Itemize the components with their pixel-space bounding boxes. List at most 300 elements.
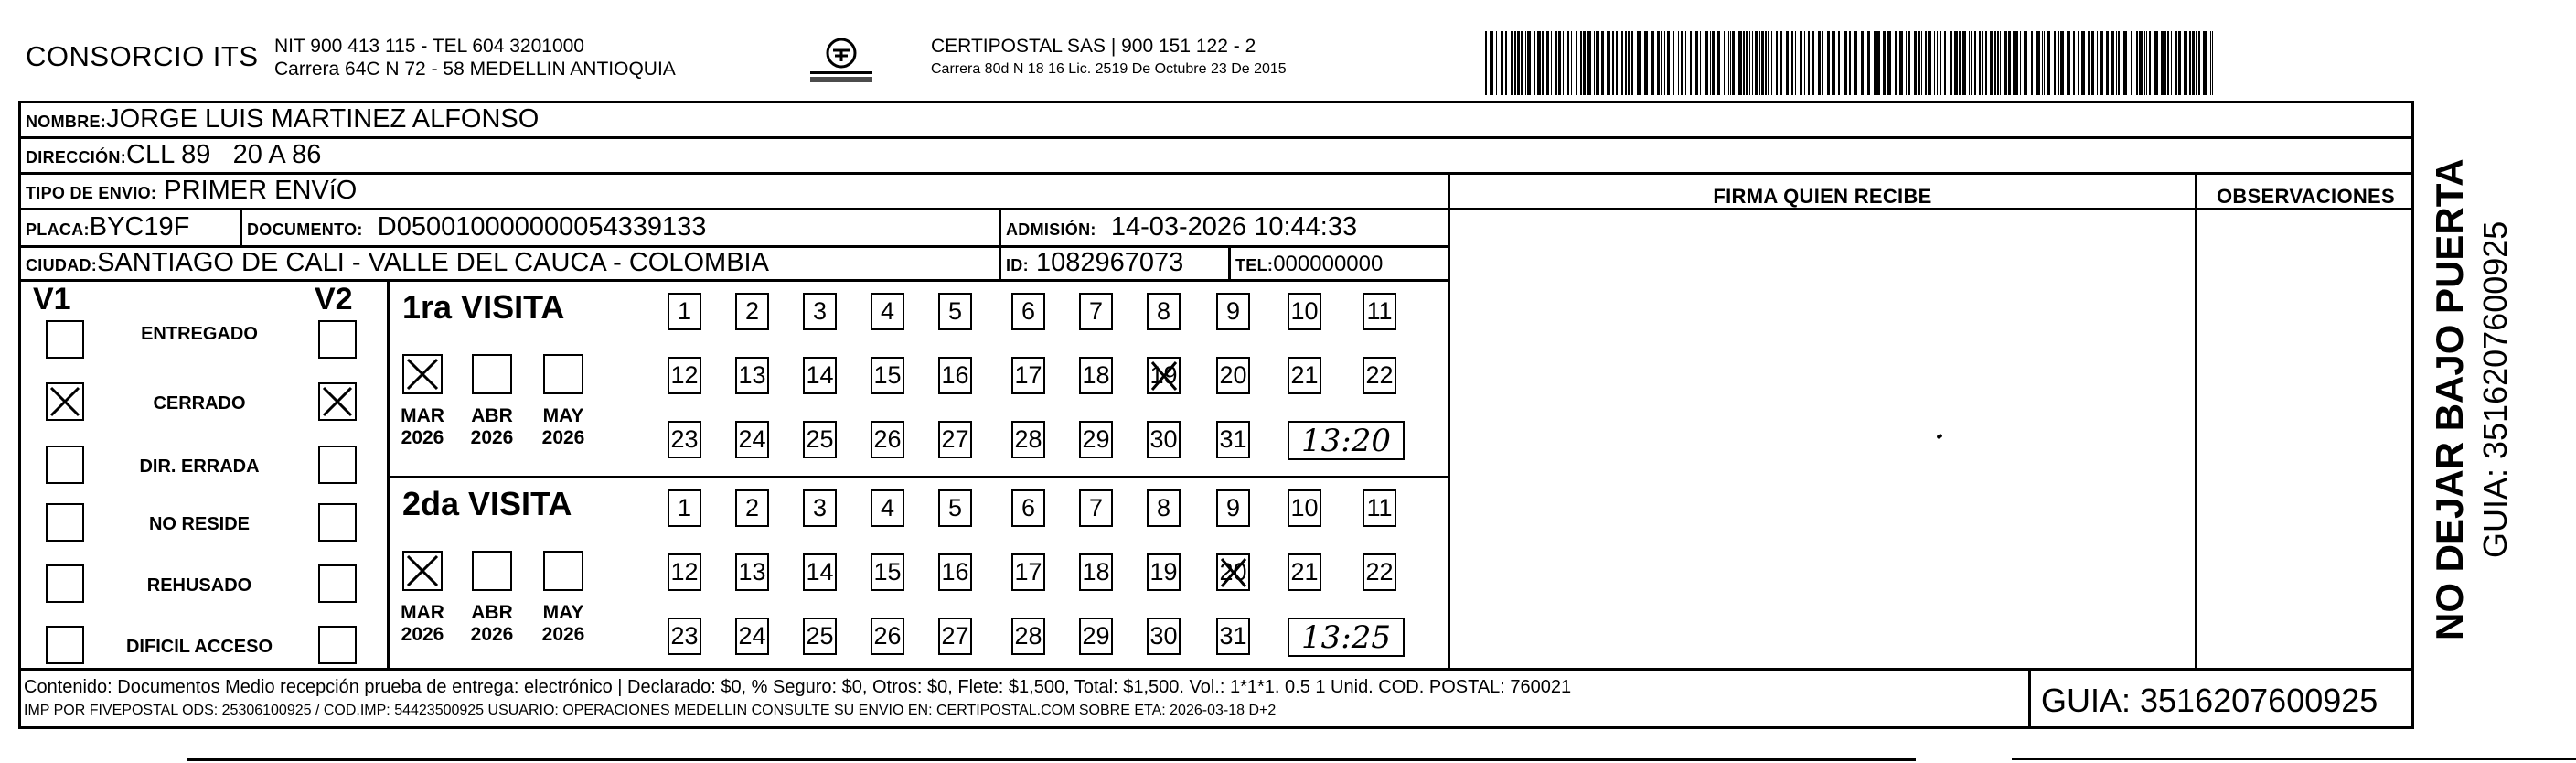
day-number: 25 — [806, 425, 834, 453]
day-number: 27 — [941, 425, 969, 453]
month-checkbox[interactable] — [402, 354, 443, 394]
day-number: 12 — [670, 558, 699, 586]
day-checkbox[interactable] — [1288, 489, 1321, 527]
bottom-rule — [187, 758, 1916, 761]
barcode-bar — [1786, 31, 1789, 95]
day-number: 2 — [744, 297, 760, 325]
barcode-bar — [1780, 31, 1782, 95]
day-number: 23 — [670, 622, 699, 650]
month-name: MAY — [542, 602, 584, 623]
v2-checkbox[interactable] — [318, 320, 357, 359]
barcode-bar — [1985, 31, 1987, 95]
day-checkbox[interactable] — [1363, 553, 1396, 591]
barcode-bar — [1804, 31, 1805, 95]
month-checkbox[interactable] — [472, 354, 512, 394]
status-option-label: CERRADO — [153, 393, 246, 414]
day-checkbox[interactable] — [1079, 489, 1113, 527]
day-number: 27 — [941, 622, 969, 650]
status-option-label: DIFICIL ACCESO — [125, 637, 273, 657]
barcode-bar — [1661, 31, 1662, 95]
barcode-bar — [1491, 31, 1493, 95]
barcode-bar — [1537, 31, 1541, 95]
barcode-bar — [1776, 31, 1778, 95]
barcode-bar — [2184, 31, 2186, 95]
barcode-bar — [1768, 31, 1769, 95]
barcode-bar — [1838, 31, 1840, 95]
day-checkbox[interactable] — [668, 357, 701, 394]
barcode-bar — [1801, 31, 1802, 95]
day-checkbox[interactable] — [735, 618, 769, 655]
barcode-bar — [1883, 31, 1886, 95]
col-divider — [2195, 172, 2197, 668]
footer-divider — [18, 668, 2414, 671]
day-number: 22 — [1365, 558, 1394, 586]
month-year: 2026 — [470, 624, 514, 645]
company-name: CONSORCIO ITS — [26, 40, 259, 72]
barcode-bar — [1954, 31, 1958, 95]
day-number: 1 — [677, 494, 692, 521]
day-number: 14 — [806, 558, 834, 586]
month-label — [393, 602, 452, 646]
barcode-bar — [1673, 31, 1674, 95]
day-number: 21 — [1290, 361, 1319, 389]
barcode-bar — [2097, 31, 2098, 95]
day-checkbox[interactable] — [1079, 421, 1113, 458]
barcode-bar — [1594, 31, 1595, 95]
day-checkbox[interactable] — [1147, 293, 1181, 330]
barcode-bar — [1844, 31, 1847, 95]
day-checkbox[interactable] — [1216, 421, 1250, 458]
barcode-bar — [1551, 31, 1552, 95]
month-label — [534, 405, 593, 449]
day-checkbox[interactable] — [871, 421, 904, 458]
barcode-bar — [2081, 31, 2085, 95]
day-number: 23 — [670, 425, 699, 453]
day-checkbox[interactable] — [668, 618, 701, 655]
status-option-label: REHUSADO — [146, 575, 252, 596]
barcode-bar — [1928, 31, 1931, 95]
day-checkbox[interactable] — [1147, 357, 1181, 394]
day-checkbox[interactable] — [1147, 618, 1181, 655]
placa-value: BYC19F — [89, 212, 190, 242]
day-number: 26 — [873, 622, 902, 650]
day-checkbox[interactable] — [938, 421, 972, 458]
day-number: 10 — [1290, 494, 1319, 521]
barcode-bar — [1576, 31, 1577, 95]
direccion-value: CLL 89 20 A 86 — [126, 140, 322, 169]
barcode-bar — [2106, 31, 2109, 95]
v1-checkbox[interactable] — [46, 320, 84, 359]
visit-divider — [387, 476, 1450, 478]
day-checkbox[interactable] — [803, 618, 837, 655]
barcode-bar — [2212, 31, 2213, 95]
carrier-address: Carrera 80d N 18 16 Lic. 2519 De Octubre 23 De 2015 — [931, 61, 1287, 77]
barcode-bar — [2123, 31, 2127, 95]
barcode-bar — [1795, 31, 1796, 95]
day-number: 18 — [1082, 558, 1110, 586]
barcode-bar — [2198, 31, 2200, 95]
observaciones-header: OBSERVACIONES — [2216, 185, 2395, 208]
day-number: 13 — [738, 558, 766, 586]
barcode-bar — [1514, 31, 1516, 95]
check-x-icon — [404, 553, 441, 589]
barcode-bar — [1761, 31, 1764, 95]
day-number: 8 — [1156, 297, 1171, 325]
day-checkbox[interactable] — [1216, 357, 1250, 394]
barcode-bar — [1580, 31, 1582, 95]
day-number: 1 — [677, 297, 692, 325]
footer-contents: Contenido: Documentos Medio recepción prueba de entrega: electrónico | Declarado: $0, % Seguro: $0, Otros: $0, Flete: $1,500, Total: $1,500. Vol.: 1*1*1. 0.5 1 Unid. COD. POSTAL: 760021 — [24, 677, 1572, 697]
visit-time-handwritten: 13:20 — [1288, 421, 1405, 460]
barcode-bar — [1808, 31, 1810, 95]
barcode-bar — [1867, 31, 1870, 95]
barcode-bar — [1979, 31, 1981, 95]
day-checkbox[interactable] — [1147, 489, 1181, 527]
day-checkbox[interactable] — [1079, 357, 1113, 394]
v2-checkbox[interactable] — [318, 446, 357, 484]
day-number: 20 — [1219, 558, 1247, 586]
barcode-bar — [1490, 31, 1491, 95]
check-x-icon — [404, 356, 441, 392]
tipo-label: TIPO DE ENVIO: — [26, 184, 157, 202]
tipo-field — [26, 175, 357, 209]
col-divider — [1228, 245, 1231, 280]
visit-title: 1ra VISITA — [402, 288, 565, 326]
day-checkbox[interactable] — [871, 489, 904, 527]
barcode-bar — [1505, 31, 1507, 95]
id-value: 1082967073 — [1035, 248, 1184, 277]
barcode-bar — [1583, 31, 1586, 95]
day-number: 14 — [806, 361, 834, 389]
placa-field — [26, 211, 189, 245]
day-number: 19 — [1149, 558, 1178, 586]
barcode-bar — [1667, 31, 1670, 95]
barcode-bar — [1818, 31, 1821, 95]
barcode-bar — [1771, 31, 1772, 95]
col-divider — [999, 208, 1001, 279]
barcode-bar — [2073, 31, 2075, 95]
check-x-icon — [48, 384, 82, 419]
barcode-bar — [1628, 31, 1630, 95]
barcode-bar — [2149, 31, 2151, 95]
day-checkbox[interactable] — [1216, 293, 1250, 330]
barcode-bar — [1743, 31, 1745, 95]
barcode-bar — [1934, 31, 1935, 95]
barcode-bar — [2210, 31, 2211, 95]
barcode-bar — [2078, 31, 2079, 95]
day-checkbox[interactable] — [1147, 553, 1181, 591]
barcode-bar — [1644, 31, 1648, 95]
barcode-bar — [2042, 31, 2043, 95]
day-checkbox[interactable] — [1011, 421, 1045, 458]
day-checkbox[interactable] — [668, 293, 701, 330]
day-checkbox[interactable] — [1011, 293, 1045, 330]
barcode-bar — [2008, 31, 2011, 95]
v2-checkbox[interactable] — [318, 626, 357, 664]
barcode-bar — [2136, 31, 2138, 95]
month-name: ABR — [471, 405, 513, 426]
day-number: 25 — [806, 622, 834, 650]
barcode-bar — [1876, 31, 1880, 95]
barcode-bar — [1717, 31, 1720, 95]
day-checkbox[interactable] — [871, 293, 904, 330]
day-checkbox[interactable] — [1011, 357, 1045, 394]
barcode-bar — [1700, 31, 1701, 95]
documento-value: D050010000000054339133 — [377, 212, 707, 242]
day-number: 13 — [738, 361, 766, 389]
barcode-bar — [1690, 31, 1692, 95]
v2-checkbox[interactable] — [318, 564, 357, 603]
day-number: 17 — [1014, 558, 1042, 586]
day-checkbox[interactable] — [1079, 618, 1113, 655]
day-number: 31 — [1219, 622, 1247, 650]
col-divider — [240, 208, 242, 246]
barcode-bar — [1914, 31, 1917, 95]
day-checkbox[interactable] — [1363, 357, 1396, 394]
barcode-bar — [1612, 31, 1614, 95]
month-checkbox[interactable] — [402, 551, 443, 591]
nombre-label: NOMBRE: — [26, 113, 107, 131]
day-number: 28 — [1014, 622, 1042, 650]
certipostal-logo — [805, 35, 878, 91]
carrier-details — [931, 35, 1287, 81]
barcode-bar — [1940, 31, 1941, 95]
bottom-rule-right — [2012, 758, 2576, 760]
day-number: 11 — [1366, 494, 1393, 521]
day-checkbox[interactable] — [735, 553, 769, 591]
day-checkbox[interactable] — [1216, 489, 1250, 527]
month-year: 2026 — [541, 624, 585, 645]
barcode-bar — [1546, 31, 1549, 95]
barcode-bar — [1596, 31, 1598, 95]
barcode-bar — [1496, 31, 1497, 95]
company-details — [274, 35, 676, 81]
barcode-bar — [2167, 31, 2169, 95]
day-checkbox[interactable] — [803, 293, 837, 330]
day-checkbox[interactable] — [1011, 489, 1045, 527]
barcode-bar — [1997, 31, 1999, 95]
day-number: 2 — [744, 494, 760, 521]
day-checkbox[interactable] — [1363, 293, 1396, 330]
barcode-bar — [2054, 31, 2056, 95]
barcode-bar — [1962, 31, 1966, 95]
barcode-bar — [2161, 31, 2164, 95]
day-checkbox[interactable] — [1216, 618, 1250, 655]
barcode-bar — [1950, 31, 1952, 95]
barcode-bar — [1598, 31, 1599, 95]
barcode-bar — [1587, 31, 1591, 95]
barcode-bar — [1730, 31, 1731, 95]
barcode-bar — [2013, 31, 2015, 95]
v2-checkbox[interactable] — [318, 382, 357, 421]
tel-label: TEL: — [1235, 256, 1274, 274]
day-checkbox[interactable] — [803, 553, 837, 591]
day-checkbox[interactable] — [1288, 357, 1321, 394]
barcode-bar — [2100, 31, 2103, 95]
barcode-bar — [1827, 31, 1830, 95]
barcode-bar — [2139, 31, 2143, 95]
month-label — [463, 602, 521, 646]
ciudad-value: SANTIAGO DE CALI - VALLE DEL CAUCA - COLOMBIA — [97, 248, 769, 277]
month-checkbox[interactable] — [543, 354, 583, 394]
barcode-bar — [1563, 31, 1564, 95]
barcode-bar — [2164, 31, 2166, 95]
tel-field — [1235, 247, 1383, 281]
side-guia: GUIA: 3516207600925 — [2476, 220, 2514, 558]
barcode-bar — [2024, 31, 2027, 95]
barcode-bar — [1678, 31, 1679, 95]
v1-header: V1 — [33, 282, 71, 317]
day-checkbox[interactable] — [735, 489, 769, 527]
month-year: 2026 — [541, 427, 585, 448]
day-checkbox[interactable] — [938, 553, 972, 591]
day-number: 12 — [670, 361, 699, 389]
barcode-bar — [1542, 31, 1544, 95]
day-checkbox[interactable] — [938, 489, 972, 527]
barcode-bar — [1621, 31, 1623, 95]
day-checkbox[interactable] — [871, 553, 904, 591]
barcode — [1483, 31, 2217, 95]
day-checkbox[interactable] — [1079, 293, 1113, 330]
month-year: 2026 — [401, 427, 444, 448]
day-checkbox[interactable] — [668, 553, 701, 591]
day-checkbox[interactable] — [735, 357, 769, 394]
barcode-bar — [1732, 31, 1735, 95]
id-label: ID: — [1006, 256, 1029, 274]
v1-checkbox[interactable] — [46, 446, 84, 484]
day-checkbox[interactable] — [1216, 553, 1250, 591]
barcode-bar — [1971, 31, 1972, 95]
check-x-icon — [320, 384, 355, 419]
day-number: 5 — [947, 494, 963, 521]
day-checkbox[interactable] — [1011, 553, 1045, 591]
barcode-bar — [1765, 31, 1767, 95]
ciudad-label: CIUDAD: — [26, 256, 98, 274]
barcode-bar — [2116, 31, 2117, 95]
barcode-bar — [1625, 31, 1627, 95]
barcode-bar — [1738, 31, 1742, 95]
day-checkbox[interactable] — [938, 357, 972, 394]
barcode-bar — [1517, 31, 1520, 95]
day-checkbox[interactable] — [803, 421, 837, 458]
admision-field — [1006, 211, 1357, 245]
month-label — [534, 602, 593, 646]
barcode-bar — [2192, 31, 2195, 95]
day-number: 18 — [1082, 361, 1110, 389]
day-checkbox[interactable] — [803, 489, 837, 527]
documento-label: DOCUMENTO: — [247, 220, 363, 239]
month-name: MAY — [542, 405, 584, 426]
barcode-bar — [1601, 31, 1604, 95]
tipo-value: PRIMER ENVíO — [164, 176, 358, 205]
barcode-bar — [1982, 31, 1983, 95]
day-checkbox[interactable] — [668, 421, 701, 458]
barcode-bar — [2186, 31, 2187, 95]
barcode-bar — [1759, 31, 1760, 95]
day-number: 20 — [1219, 361, 1247, 389]
day-checkbox[interactable] — [668, 489, 701, 527]
barcode-bar — [2118, 31, 2120, 95]
barcode-bar — [2058, 31, 2059, 95]
day-checkbox[interactable] — [1147, 421, 1181, 458]
day-checkbox[interactable] — [735, 421, 769, 458]
month-label — [463, 405, 521, 449]
day-checkbox[interactable] — [1363, 489, 1396, 527]
status-option-label: ENTREGADO — [141, 324, 258, 344]
barcode-bar — [1651, 31, 1654, 95]
barcode-bar — [1681, 31, 1683, 95]
month-year: 2026 — [401, 624, 444, 645]
barcode-bar — [1616, 31, 1618, 95]
day-number: 16 — [941, 558, 969, 586]
month-name: ABR — [471, 602, 513, 623]
col-divider — [2028, 668, 2031, 729]
barcode-bar — [2144, 31, 2145, 95]
day-number: 24 — [738, 622, 766, 650]
barcode-bar — [1921, 31, 1922, 95]
barcode-bar — [2196, 31, 2197, 95]
nombre-value: JORGE LUIS MARTINEZ ALFONSO — [106, 104, 540, 134]
direccion-field — [26, 139, 321, 173]
barcode-bar — [1521, 31, 1523, 95]
day-number: 6 — [1021, 494, 1036, 521]
day-checkbox[interactable] — [871, 618, 904, 655]
barcode-bar — [1899, 31, 1903, 95]
day-checkbox[interactable] — [938, 293, 972, 330]
barcode-bar — [1895, 31, 1897, 95]
col-divider — [387, 279, 390, 668]
v1-checkbox[interactable] — [46, 382, 84, 421]
month-checkbox[interactable] — [472, 551, 512, 591]
day-checkbox[interactable] — [735, 293, 769, 330]
v1-checkbox[interactable] — [46, 564, 84, 603]
barcode-bar — [1822, 31, 1823, 95]
barcode-bar — [1710, 31, 1711, 95]
day-checkbox[interactable] — [1288, 553, 1321, 591]
day-number: 31 — [1219, 425, 1247, 453]
barcode-bar — [2111, 31, 2114, 95]
day-checkbox[interactable] — [1011, 618, 1045, 655]
day-number: 5 — [947, 297, 963, 325]
barcode-bar — [1974, 31, 1976, 95]
barcode-bar — [2175, 31, 2177, 95]
barcode-bar — [2000, 31, 2001, 95]
barcode-bar — [1994, 31, 1996, 95]
day-checkbox[interactable] — [871, 357, 904, 394]
day-checkbox[interactable] — [803, 357, 837, 394]
day-number: 16 — [941, 361, 969, 389]
barcode-bar — [1555, 31, 1557, 95]
barcode-bar — [1854, 31, 1857, 95]
barcode-bar — [1918, 31, 1920, 95]
day-checkbox[interactable] — [1079, 553, 1113, 591]
barcode-bar — [1485, 31, 1487, 95]
barcode-bar — [1664, 31, 1665, 95]
day-number: 29 — [1082, 622, 1110, 650]
v2-checkbox[interactable] — [318, 503, 357, 542]
month-checkbox[interactable] — [543, 551, 583, 591]
day-checkbox[interactable] — [938, 618, 972, 655]
day-number: 29 — [1082, 425, 1110, 453]
v1-checkbox[interactable] — [46, 503, 84, 542]
barcode-bar — [1695, 31, 1698, 95]
day-checkbox[interactable] — [1288, 293, 1321, 330]
direccion-label: DIRECCIÓN: — [26, 148, 126, 167]
v1-checkbox[interactable] — [46, 626, 84, 664]
barcode-bar — [2091, 31, 2094, 95]
day-number: 26 — [873, 425, 902, 453]
barcode-bar — [2088, 31, 2090, 95]
